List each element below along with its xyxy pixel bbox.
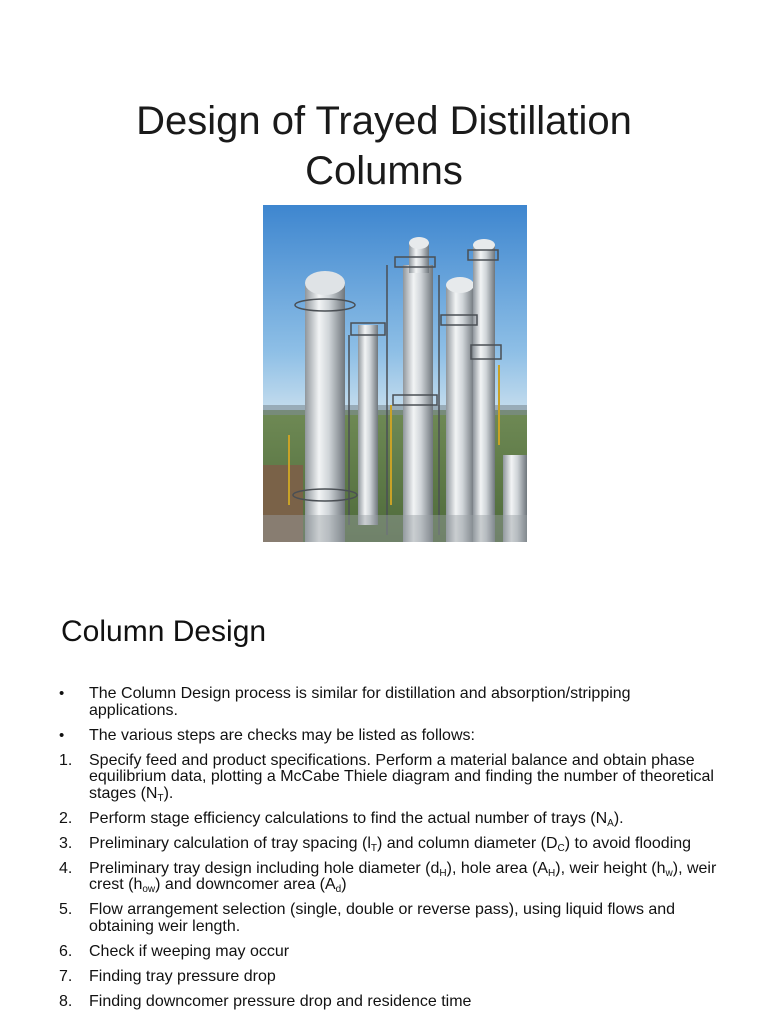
step-item [59,861,719,894]
step-number: 5. [59,901,73,918]
step-number: 1. [59,751,73,769]
step-number: 4. [59,859,73,877]
bullet-icon: • [59,726,65,744]
step-number: 2. [59,809,73,827]
distillation-columns-illustration [263,205,527,542]
step-item [59,969,719,986]
step-item [59,902,719,935]
column-design-heading: Column Design [61,615,267,648]
distillation-columns-photo [263,205,527,542]
title-line-1: Design of Trayed Distillation [136,99,632,143]
bullet-icon: • [59,685,65,702]
step-text: Finding downcomer pressure drop and residence time [89,992,472,1010]
bullet-text: The Column Design process is similar for distillation and absorption/stripping applications. [89,685,631,719]
column-design-slide [0,576,768,1024]
column-design-content [59,686,719,1019]
step-item [59,994,719,1011]
step-text: Specify feed and product specifications. Perform a material balance and obtain phase equilibrium data, plotting a McCabe Thiele diagram and finding the number of theoretical stages $(N_T)$. [89,751,714,804]
step-number: 7. [59,967,73,985]
step-text: Preliminary tray design including hole diameter $(d_H)$, hole area $(A_H)$, weir height $(h_w)$, weir crest $(h_{ow})$ and downcomer area $(A_d)$ [89,859,717,895]
bullet-item [59,728,719,745]
step-item [59,836,719,853]
title-slide-heading [40,96,728,196]
step-number: 6. [59,942,73,960]
step-item [59,753,719,803]
bullet-text: The various steps are checks may be listed as follows: [89,726,475,744]
step-text: Perform stage efficiency calculations to find the actual number of trays $(N_A)$. [89,809,624,829]
step-number: 8. [59,992,73,1010]
step-number: 3. [59,834,73,852]
step-text: Preliminary calculation of tray spacing $(l_T)$ and column diameter $(D_C)$ to avoid flooding [89,834,692,854]
step-text: Flow arrangement selection (single, double or reverse pass), using liquid flows and obtaining weir length. [89,901,676,935]
step-text: Check if weeping may occur [89,942,290,960]
title-line-2: Columns [305,149,463,193]
step-item [59,811,719,828]
step-item [59,944,719,961]
bullet-item [59,686,719,719]
step-text: Finding tray pressure drop [89,967,276,985]
